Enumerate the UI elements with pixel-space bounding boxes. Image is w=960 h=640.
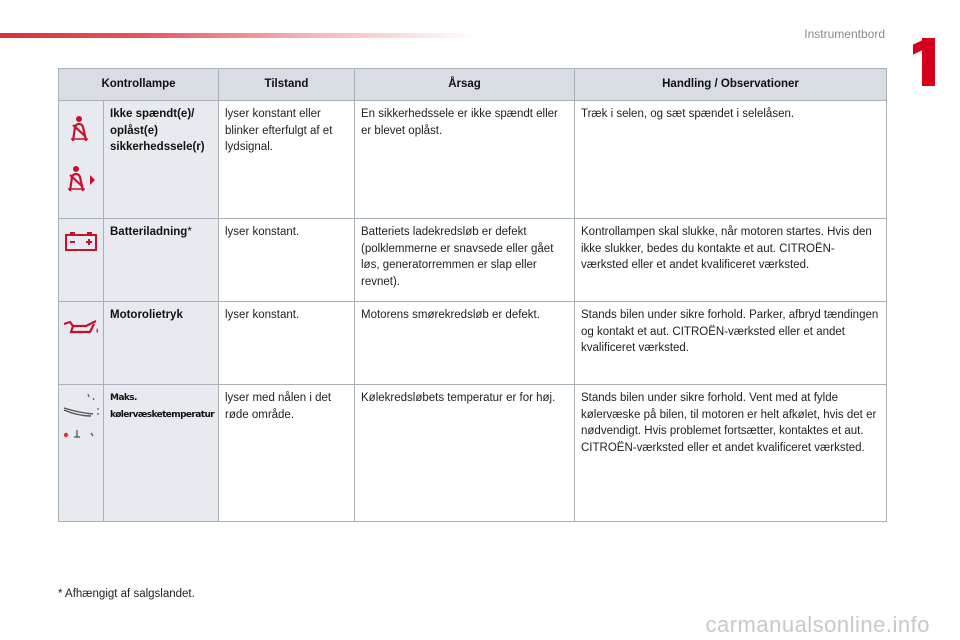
- warning-cause: Motorens smørekredsløb er defekt.: [355, 302, 575, 385]
- warning-action: Kontrollampen skal slukke, når motoren startes. Hvis den ikke slukker, bedes du kontakte et aut. CITROËN-værksted eller et andet kvalificeret værksted.: [575, 219, 887, 302]
- chapter-number-marker: [913, 38, 935, 86]
- warning-name: Maks. kølervæsketemperatur: [104, 385, 219, 522]
- warning-state: lyser konstant eller blinker efterfulgt af et lydsignal.: [219, 101, 355, 219]
- footnote: * Afhængigt af salgslandet.: [58, 588, 195, 600]
- header-arsag: Årsag: [355, 69, 575, 101]
- coolant-icon-cell: [59, 385, 104, 522]
- header-accent-bar: [0, 33, 480, 38]
- warning-name-text: Batteriladning: [110, 226, 188, 238]
- table-row: [59, 219, 887, 302]
- seatbelt-icon-cell: [59, 101, 104, 219]
- warning-cause: Kølekredsløbets temperatur er for høj.: [355, 385, 575, 522]
- section-title: Instrumentbord: [804, 27, 885, 41]
- warning-action: Stands bilen under sikre forhold. Vent med at fylde kølervæske på bilen, til motoren er helt afkølet, hvis det er nødvendigt. Hvis problemet fortsætter, kontaktes et aut. CITROËN-værksted eller et andet kvalificeret værksted.: [575, 385, 887, 522]
- seatbelt-warning-icon: [67, 115, 95, 143]
- warning-action: Træk i selen, og sæt spændet i selelåsen.: [575, 101, 887, 219]
- oil-icon-cell: [59, 302, 104, 385]
- footnote-marker: *: [187, 226, 192, 238]
- oil-pressure-icon: [62, 316, 100, 336]
- warning-state: lyser med nålen i det røde område.: [219, 385, 355, 522]
- warning-name: Motorolietryk: [104, 302, 219, 385]
- warning-state: lyser konstant.: [219, 219, 355, 302]
- warning-name: Ikke spændt(e)/ oplåst(e) sikkerhedssele(r): [104, 101, 219, 219]
- header-kontrollampe: Kontrollampe: [59, 69, 219, 101]
- seatbelt-unfastened-icon: [64, 165, 98, 193]
- warning-lights-table: [58, 68, 887, 522]
- warning-cause: En sikkerhedssele er ikke spændt eller er blevet oplåst.: [355, 101, 575, 219]
- table-row: [59, 302, 887, 385]
- coolant-temperature-gauge-icon: [60, 391, 102, 441]
- warning-action: Stands bilen under sikre forhold. Parker, afbryd tændingen og kontakt et aut. CITROËN-værksted eller et andet kvalificeret værksted.: [575, 302, 887, 385]
- table-row: [59, 101, 887, 219]
- warning-name: [104, 219, 219, 302]
- watermark: carmanualsonline.info: [705, 612, 930, 637]
- battery-icon: [65, 231, 97, 251]
- header-handling: Handling / Observationer: [575, 69, 887, 101]
- warning-state: lyser konstant.: [219, 302, 355, 385]
- warning-cause: Batteriets ladekredsløb er defekt (polklemmerne er snavsede eller gået løs, generatorremmen er slap eller revnet).: [355, 219, 575, 302]
- battery-icon-cell: [59, 219, 104, 302]
- table-header-row: [59, 69, 887, 101]
- table-row: [59, 385, 887, 522]
- header-tilstand: Tilstand: [219, 69, 355, 101]
